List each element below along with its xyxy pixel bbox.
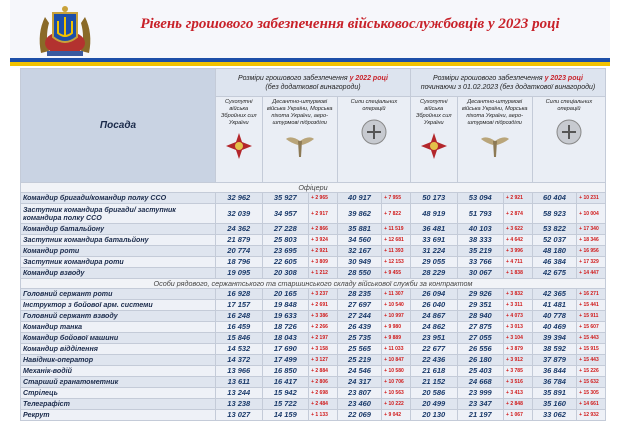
salary-value: 20 499 bbox=[410, 399, 457, 410]
salary-value: 13 238 bbox=[216, 399, 263, 410]
increase-value: + 9 980 bbox=[382, 322, 411, 333]
salary-value: 24 867 bbox=[410, 311, 457, 322]
salary-value: 37 879 bbox=[532, 355, 576, 366]
salary-value: 36 844 bbox=[532, 366, 576, 377]
salary-value: 16 248 bbox=[216, 311, 263, 322]
salary-value: 19 633 bbox=[262, 311, 309, 322]
salary-value: 53 094 bbox=[457, 193, 504, 204]
salary-value: 35 160 bbox=[532, 399, 576, 410]
flag-stripe-yellow bbox=[10, 62, 610, 66]
increase-value: + 17 329 bbox=[577, 257, 606, 268]
salary-value: 34 957 bbox=[262, 204, 309, 224]
increase-value: + 15 607 bbox=[577, 322, 606, 333]
increase-value: + 10 997 bbox=[382, 311, 411, 322]
increase-value: + 12 153 bbox=[382, 257, 411, 268]
salary-value: 60 404 bbox=[532, 193, 576, 204]
increase-value: + 9 042 bbox=[382, 410, 411, 421]
salary-value: 25 803 bbox=[262, 235, 309, 246]
table-row bbox=[21, 246, 606, 257]
salary-value: 22 677 bbox=[410, 344, 457, 355]
increase-value: + 11 307 bbox=[382, 289, 411, 300]
increase-value: + 10 580 bbox=[382, 366, 411, 377]
table-row bbox=[21, 377, 606, 388]
subheader-label: Сили спеціальних операцій bbox=[545, 99, 593, 112]
increase-value: + 3 924 bbox=[309, 235, 338, 246]
salary-value: 42 365 bbox=[532, 289, 576, 300]
increase-value: + 2 848 bbox=[504, 399, 533, 410]
table-row bbox=[21, 289, 606, 300]
group-header-2023 bbox=[410, 69, 605, 97]
increase-value: + 1 838 bbox=[504, 268, 533, 279]
increase-value: + 3 386 bbox=[309, 311, 338, 322]
salary-value: 35 891 bbox=[532, 388, 576, 399]
salary-value: 40 778 bbox=[532, 311, 576, 322]
table-row bbox=[21, 355, 606, 366]
position-name: Старший гранатометник bbox=[21, 377, 216, 388]
increase-value: + 2 866 bbox=[309, 224, 338, 235]
salary-value: 20 586 bbox=[410, 388, 457, 399]
group-2023-prefix: Розміри грошового забезпечення bbox=[433, 74, 545, 82]
group-2022-prefix: Розміри грошового забезпечення bbox=[238, 74, 350, 82]
group-header-2022 bbox=[216, 69, 411, 97]
salary-value: 24 668 bbox=[457, 377, 504, 388]
salary-value: 40 103 bbox=[457, 224, 504, 235]
table-row bbox=[21, 257, 606, 268]
increase-value: + 10 706 bbox=[382, 377, 411, 388]
salary-value: 22 069 bbox=[337, 410, 381, 421]
salary-value: 28 550 bbox=[337, 268, 381, 279]
salary-value: 58 923 bbox=[532, 204, 576, 224]
salary-value: 17 690 bbox=[262, 344, 309, 355]
increase-value: + 2 884 bbox=[309, 366, 338, 377]
position-name: Навідник-оператор bbox=[21, 355, 216, 366]
increase-value: + 12 681 bbox=[382, 235, 411, 246]
position-name: Командир танка bbox=[21, 322, 216, 333]
salary-value: 33 691 bbox=[410, 235, 457, 246]
salary-value: 48 180 bbox=[532, 246, 576, 257]
increase-value: + 1 133 bbox=[309, 410, 338, 421]
salary-value: 25 735 bbox=[337, 333, 381, 344]
salary-value: 14 159 bbox=[262, 410, 309, 421]
subheader-label: Сухопутні війська Збройних сил України bbox=[415, 99, 452, 126]
subheader-airassault-2022 bbox=[262, 97, 337, 183]
subheader-ground-2022 bbox=[216, 97, 263, 183]
salary-value: 18 796 bbox=[216, 257, 263, 268]
salary-value: 15 722 bbox=[262, 399, 309, 410]
salary-value: 32 962 bbox=[216, 193, 263, 204]
salary-value: 13 611 bbox=[216, 377, 263, 388]
table-row bbox=[21, 224, 606, 235]
salary-value: 30 067 bbox=[457, 268, 504, 279]
air-assault-wings-icon bbox=[285, 131, 315, 161]
salary-value: 40 469 bbox=[532, 322, 576, 333]
salary-value: 13 244 bbox=[216, 388, 263, 399]
increase-value: + 14 661 bbox=[577, 399, 606, 410]
officers-section bbox=[21, 183, 606, 279]
ground-forces-cross-icon bbox=[224, 131, 254, 161]
salary-value: 22 436 bbox=[410, 355, 457, 366]
salary-value: 23 951 bbox=[410, 333, 457, 344]
salary-value: 21 879 bbox=[216, 235, 263, 246]
salary-value: 27 055 bbox=[457, 333, 504, 344]
subheader-sso-2022 bbox=[337, 97, 410, 183]
position-name: Стрілець bbox=[21, 388, 216, 399]
salary-value: 18 043 bbox=[262, 333, 309, 344]
salary-value: 24 862 bbox=[410, 322, 457, 333]
table-row bbox=[21, 366, 606, 377]
increase-value: + 10 004 bbox=[577, 204, 606, 224]
increase-value: + 3 104 bbox=[504, 333, 533, 344]
position-name: Головний сержант взводу bbox=[21, 311, 216, 322]
position-name: Командир взводу bbox=[21, 268, 216, 279]
increase-value: + 10 540 bbox=[382, 300, 411, 311]
increase-value: + 7 955 bbox=[382, 193, 411, 204]
salary-value: 30 949 bbox=[337, 257, 381, 268]
increase-value: + 11 033 bbox=[382, 344, 411, 355]
salary-value: 13 027 bbox=[216, 410, 263, 421]
table-row bbox=[21, 193, 606, 204]
salary-value: 46 384 bbox=[532, 257, 576, 268]
salary-value: 19 095 bbox=[216, 268, 263, 279]
table-row bbox=[21, 388, 606, 399]
increase-value: + 15 443 bbox=[577, 333, 606, 344]
table-row bbox=[21, 311, 606, 322]
salary-value: 16 417 bbox=[262, 377, 309, 388]
salary-value: 25 403 bbox=[457, 366, 504, 377]
salary-value: 40 917 bbox=[337, 193, 381, 204]
increase-value: + 3 413 bbox=[504, 388, 533, 399]
position-name: Головний сержант роти bbox=[21, 289, 216, 300]
salary-value: 36 784 bbox=[532, 377, 576, 388]
salary-value: 33 766 bbox=[457, 257, 504, 268]
position-name: Заступник командира роти bbox=[21, 257, 216, 268]
increase-value: + 1 067 bbox=[504, 410, 533, 421]
salary-value: 16 850 bbox=[262, 366, 309, 377]
salary-value: 16 459 bbox=[216, 322, 263, 333]
salary-value: 26 180 bbox=[457, 355, 504, 366]
increase-value: + 3 311 bbox=[504, 300, 533, 311]
subheader-label: Десантно-штурмові війська України, Морська піхота України, аеро-штурмові підрозділи bbox=[461, 99, 528, 126]
salary-value: 53 822 bbox=[532, 224, 576, 235]
salary-value: 13 966 bbox=[216, 366, 263, 377]
increase-value: + 3 516 bbox=[504, 377, 533, 388]
salary-value: 38 333 bbox=[457, 235, 504, 246]
increase-value: + 3 879 bbox=[504, 344, 533, 355]
salary-value: 21 618 bbox=[410, 366, 457, 377]
increase-value: + 2 965 bbox=[309, 193, 338, 204]
increase-value: + 16 956 bbox=[577, 246, 606, 257]
increase-value: + 15 632 bbox=[577, 377, 606, 388]
salary-value: 17 499 bbox=[262, 355, 309, 366]
increase-value: + 3 622 bbox=[504, 224, 533, 235]
salary-value: 41 481 bbox=[532, 300, 576, 311]
salary-value: 24 362 bbox=[216, 224, 263, 235]
ground-forces-cross-icon bbox=[419, 131, 449, 161]
salary-value: 31 224 bbox=[410, 246, 457, 257]
increase-value: + 15 226 bbox=[577, 366, 606, 377]
group-2022-suffix: (без додаткової винагороди) bbox=[265, 83, 361, 91]
increase-value: + 3 013 bbox=[504, 322, 533, 333]
group-2023-year: у 2023 році bbox=[544, 74, 583, 82]
salary-value: 22 605 bbox=[262, 257, 309, 268]
increase-value: + 2 806 bbox=[309, 377, 338, 388]
salary-value: 15 942 bbox=[262, 388, 309, 399]
increase-value: + 9 889 bbox=[382, 333, 411, 344]
table-row bbox=[21, 322, 606, 333]
page bbox=[10, 0, 610, 447]
increase-value: + 3 832 bbox=[504, 289, 533, 300]
increase-value: + 10 231 bbox=[577, 193, 606, 204]
subheader-label: Сили спеціальних операцій bbox=[350, 99, 398, 112]
salary-value: 39 394 bbox=[532, 333, 576, 344]
salary-value: 21 152 bbox=[410, 377, 457, 388]
ukraine-coat-of-arms-icon bbox=[35, 3, 95, 59]
increase-value: + 11 519 bbox=[382, 224, 411, 235]
position-header: Посада bbox=[21, 69, 216, 183]
salary-value: 23 347 bbox=[457, 399, 504, 410]
salary-value: 20 774 bbox=[216, 246, 263, 257]
salary-value: 35 881 bbox=[337, 224, 381, 235]
increase-value: + 10 563 bbox=[382, 388, 411, 399]
position-name: Командир роти bbox=[21, 246, 216, 257]
increase-value: + 3 809 bbox=[309, 257, 338, 268]
subheader-label: Десантно-штурмові війська України, Морська піхота України, аеро-штурмові підрозділи bbox=[266, 99, 333, 126]
increase-value: + 16 271 bbox=[577, 289, 606, 300]
subheader-airassault-2023 bbox=[457, 97, 532, 183]
salary-value: 50 173 bbox=[410, 193, 457, 204]
salary-value: 27 875 bbox=[457, 322, 504, 333]
increase-value: + 2 921 bbox=[309, 246, 338, 257]
position-name: Командир бойової машини bbox=[21, 333, 216, 344]
salary-value: 27 228 bbox=[262, 224, 309, 235]
increase-value: + 15 443 bbox=[577, 355, 606, 366]
salary-value: 32 039 bbox=[216, 204, 263, 224]
increase-value: + 7 822 bbox=[382, 204, 411, 224]
salary-value: 23 695 bbox=[262, 246, 309, 257]
position-name: Рекрут bbox=[21, 410, 216, 421]
salary-value: 24 317 bbox=[337, 377, 381, 388]
table-row bbox=[21, 344, 606, 355]
increase-value: + 4 642 bbox=[504, 235, 533, 246]
salary-value: 28 229 bbox=[410, 268, 457, 279]
enlisted-section bbox=[21, 279, 606, 421]
salary-table bbox=[20, 68, 606, 421]
salary-value: 19 848 bbox=[262, 300, 309, 311]
salary-value: 25 565 bbox=[337, 344, 381, 355]
air-assault-wings-icon bbox=[480, 131, 510, 161]
increase-value: + 12 932 bbox=[577, 410, 606, 421]
salary-value: 51 793 bbox=[457, 204, 504, 224]
salary-value: 32 167 bbox=[337, 246, 381, 257]
increase-value: + 15 911 bbox=[577, 311, 606, 322]
salary-value: 27 244 bbox=[337, 311, 381, 322]
salary-value: 28 235 bbox=[337, 289, 381, 300]
group-2023-suffix: починаючи з 01.02.2023 (без додаткової винагороди) bbox=[420, 83, 596, 91]
salary-value: 29 926 bbox=[457, 289, 504, 300]
salary-value: 16 928 bbox=[216, 289, 263, 300]
salary-value: 26 094 bbox=[410, 289, 457, 300]
salary-value: 21 197 bbox=[457, 410, 504, 421]
increase-value: + 14 447 bbox=[577, 268, 606, 279]
salary-value: 42 675 bbox=[532, 268, 576, 279]
table-row bbox=[21, 268, 606, 279]
increase-value: + 2 917 bbox=[309, 204, 338, 224]
salary-value: 17 157 bbox=[216, 300, 263, 311]
salary-value: 28 940 bbox=[457, 311, 504, 322]
salary-value: 23 999 bbox=[457, 388, 504, 399]
salary-value: 23 807 bbox=[337, 388, 381, 399]
table-row bbox=[21, 235, 606, 246]
position-name: Заступник командира бригади/ заступник командира полку ССО bbox=[21, 204, 216, 224]
increase-value: + 18 346 bbox=[577, 235, 606, 246]
salary-value: 20 165 bbox=[262, 289, 309, 300]
increase-value: + 3 912 bbox=[504, 355, 533, 366]
increase-value: + 15 441 bbox=[577, 300, 606, 311]
salary-value: 15 846 bbox=[216, 333, 263, 344]
increase-value: + 2 874 bbox=[504, 204, 533, 224]
special-ops-badge-icon bbox=[359, 117, 389, 147]
increase-value: + 4 073 bbox=[504, 311, 533, 322]
position-name: Заступник командира батальйону bbox=[21, 235, 216, 246]
subheader-ground-2023 bbox=[410, 97, 457, 183]
salary-value: 26 439 bbox=[337, 322, 381, 333]
increase-value: + 2 921 bbox=[504, 193, 533, 204]
increase-value: + 3 237 bbox=[309, 289, 338, 300]
salary-value: 29 351 bbox=[457, 300, 504, 311]
increase-value: + 9 455 bbox=[382, 268, 411, 279]
salary-value: 36 481 bbox=[410, 224, 457, 235]
salary-value: 48 919 bbox=[410, 204, 457, 224]
increase-value: + 3 785 bbox=[504, 366, 533, 377]
table-row bbox=[21, 204, 606, 224]
salary-value: 20 308 bbox=[262, 268, 309, 279]
salary-value: 14 372 bbox=[216, 355, 263, 366]
salary-value: 33 062 bbox=[532, 410, 576, 421]
salary-value: 35 927 bbox=[262, 193, 309, 204]
salary-value: 23 460 bbox=[337, 399, 381, 410]
increase-value: + 1 212 bbox=[309, 268, 338, 279]
position-name: Інструктор з бойової арм. системи bbox=[21, 300, 216, 311]
salary-value: 29 055 bbox=[410, 257, 457, 268]
position-name: Механік-водій bbox=[21, 366, 216, 377]
salary-value: 26 556 bbox=[457, 344, 504, 355]
page-title: Рівень грошового забезпечення військовослужбовців у 2023 році bbox=[140, 16, 560, 32]
salary-value: 18 726 bbox=[262, 322, 309, 333]
increase-value: + 3 996 bbox=[504, 246, 533, 257]
salary-value: 35 219 bbox=[457, 246, 504, 257]
increase-value: + 3 158 bbox=[309, 344, 338, 355]
salary-value: 24 546 bbox=[337, 366, 381, 377]
increase-value: + 11 393 bbox=[382, 246, 411, 257]
salary-value: 38 592 bbox=[532, 344, 576, 355]
subheader-sso-2023 bbox=[532, 97, 605, 183]
salary-value: 25 219 bbox=[337, 355, 381, 366]
increase-value: + 3 127 bbox=[309, 355, 338, 366]
table-row bbox=[21, 410, 606, 421]
table-row bbox=[21, 399, 606, 410]
salary-value: 34 560 bbox=[337, 235, 381, 246]
increase-value: + 2 197 bbox=[309, 333, 338, 344]
increase-value: + 10 222 bbox=[382, 399, 411, 410]
position-name: Командир батальйону bbox=[21, 224, 216, 235]
table-row bbox=[21, 300, 606, 311]
position-name: Командир відділення bbox=[21, 344, 216, 355]
salary-value: 52 037 bbox=[532, 235, 576, 246]
salary-value: 14 532 bbox=[216, 344, 263, 355]
increase-value: + 2 698 bbox=[309, 388, 338, 399]
salary-value: 20 130 bbox=[410, 410, 457, 421]
increase-value: + 2 484 bbox=[309, 399, 338, 410]
section-officers: Офіцери bbox=[21, 183, 606, 193]
subheader-label: Сухопутні війська Збройних сил України bbox=[221, 99, 257, 126]
table-row bbox=[21, 333, 606, 344]
increase-value: + 15 915 bbox=[577, 344, 606, 355]
increase-value: + 10 847 bbox=[382, 355, 411, 366]
salary-value: 26 040 bbox=[410, 300, 457, 311]
increase-value: + 4 711 bbox=[504, 257, 533, 268]
position-name: Командир бригади/командир полку ССО bbox=[21, 193, 216, 204]
increase-value: + 2 266 bbox=[309, 322, 338, 333]
increase-value: + 17 340 bbox=[577, 224, 606, 235]
increase-value: + 2 691 bbox=[309, 300, 338, 311]
header bbox=[10, 0, 610, 58]
special-ops-badge-icon bbox=[554, 117, 584, 147]
position-name: Телеграфіст bbox=[21, 399, 216, 410]
group-2022-year: у 2022 році bbox=[349, 74, 388, 82]
increase-value: + 15 305 bbox=[577, 388, 606, 399]
salary-value: 27 697 bbox=[337, 300, 381, 311]
salary-value: 39 862 bbox=[337, 204, 381, 224]
section-enlisted: Особи рядового, сержантського та старшинського складу військової служби за контрактом bbox=[21, 279, 606, 289]
